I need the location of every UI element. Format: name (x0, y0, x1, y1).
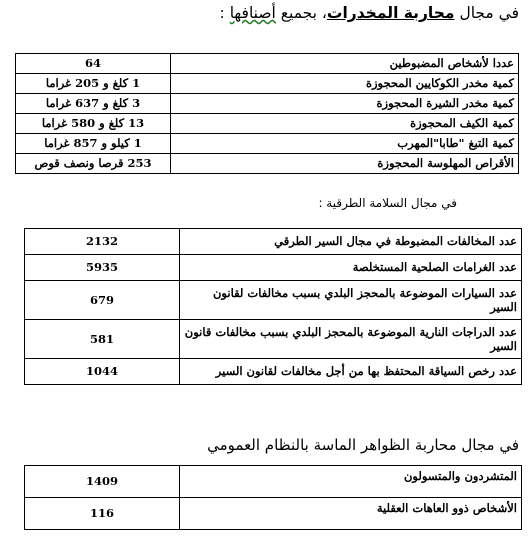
cell-value: 13 كلغ و 580 غراما (16, 114, 171, 134)
table-row (25, 359, 522, 385)
cell-label: عدد رخص السياقة المحتفظ بها من أجل مخالفات لقانون السير (180, 359, 522, 385)
public-order-table (24, 465, 522, 530)
cell-value: 2132 (25, 229, 180, 255)
cell-value: 3 كلغ و 637 غراما (16, 94, 171, 114)
drugs-section-heading (220, 4, 519, 22)
cell-value: 1 كيلو و 857 غراما (16, 134, 171, 154)
table-row (25, 281, 522, 320)
table-row (16, 54, 519, 74)
cell-value: 253 قرصا ونصف قوص (16, 154, 171, 174)
cell-value: 1 كلغ و 205 غراما (16, 74, 171, 94)
cell-value: 5935 (25, 255, 180, 281)
road-safety-heading: في مجال السلامة الطرقية : (318, 196, 457, 210)
table-row (25, 229, 522, 255)
cell-value: 581 (25, 320, 180, 359)
cell-label: الأشخاص ذوو العاهات العقلية (180, 498, 522, 530)
cell-label: عدد الغرامات الصلحية المستخلصة (180, 255, 522, 281)
heading-suffix: : (219, 4, 230, 22)
cell-value: 1044 (25, 359, 180, 385)
heading-emphasis: محاربة المخدرات (326, 4, 455, 22)
cell-value: 1409 (25, 466, 180, 498)
table-row (16, 114, 519, 134)
table-row (16, 134, 519, 154)
table-row (16, 154, 519, 174)
cell-label: كمية مخدر الكوكايين المحجوزة (171, 74, 519, 94)
heading-wavy-word: أصنافها (229, 4, 276, 22)
public-order-heading: في مجال محاربة الظواهر الماسة بالنظام العمومي (207, 436, 519, 454)
road-safety-table (24, 228, 522, 385)
drugs-table (15, 53, 519, 174)
heading-prefix: في مجال (454, 4, 519, 22)
cell-label: المتشردون والمتسولون (180, 466, 522, 498)
table-row (25, 466, 522, 498)
cell-label: كمية مخدر الشيرة المحجوزة (171, 94, 519, 114)
cell-label: عدد الدراجات النارية الموضوعة بالمحجز البلدي بسبب مخالفات قانون السير (180, 320, 522, 359)
cell-value: 116 (25, 498, 180, 530)
cell-label: عددا لأشخاص المضبوطين (171, 54, 519, 74)
cell-label: كمية الكيف المحجوزة (171, 114, 519, 134)
table-row (25, 255, 522, 281)
table-row (16, 74, 519, 94)
heading-middle: ، بجميع (275, 4, 327, 22)
table-row (25, 498, 522, 530)
cell-label: كمية التبغ "طابا"المهرب (171, 134, 519, 154)
cell-label: عدد المخالفات المضبوطة في مجال السير الطرقي (180, 229, 522, 255)
cell-value: 679 (25, 281, 180, 320)
cell-label: الأقراص المهلوسة المحجوزة (171, 154, 519, 174)
table-row (25, 320, 522, 359)
cell-label: عدد السيارات الموضوعة بالمحجز البلدي بسبب مخالفات لقانون السير (180, 281, 522, 320)
table-row (16, 94, 519, 114)
cell-value: 64 (16, 54, 171, 74)
